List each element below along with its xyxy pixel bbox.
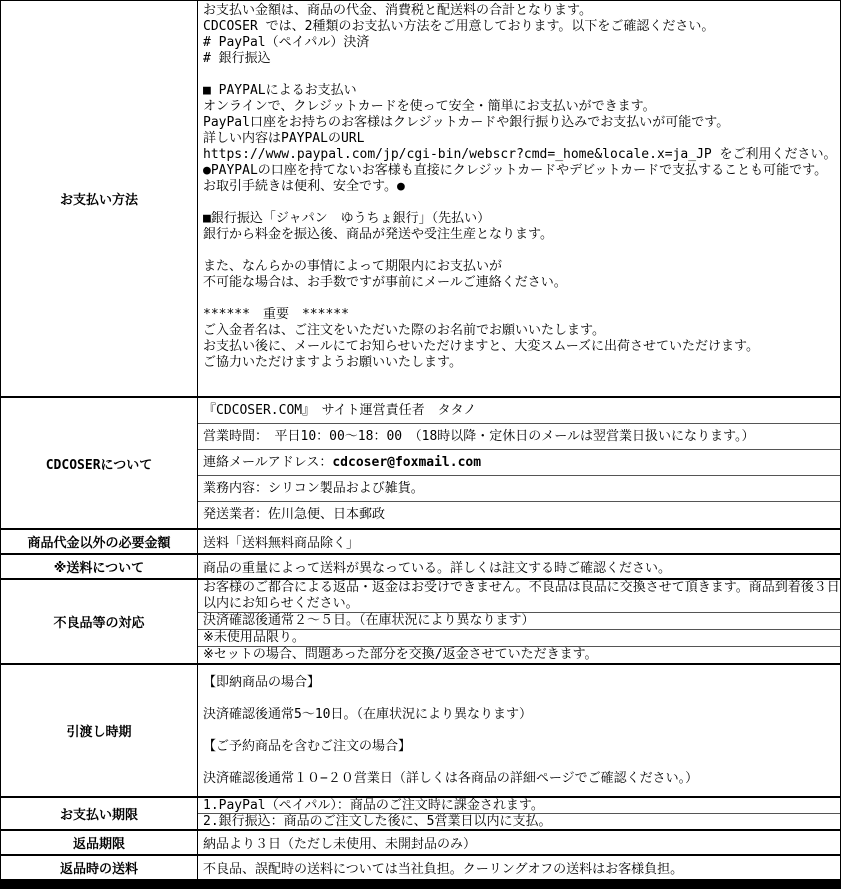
text-line: 詳しい内容はPAYPALのURL (203, 131, 365, 146)
text-line: PayPal口座をお持ちのお客様はクレジットカードや銀行振り込みでお支払いが可能です。 (203, 115, 730, 130)
row-label-shipping-note: ※送料について (1, 555, 198, 578)
payment-deadline-content (198, 798, 840, 829)
text-line (203, 67, 838, 83)
payment-method-content (198, 1, 840, 396)
delivery-time-content (198, 665, 840, 796)
row-label-return-shipping: 返品時の送料 (1, 856, 198, 879)
text-line (203, 691, 838, 707)
return-shipping-content: 不良品、誤配時の送料については当社負担。クーリングオフの送料はお客様負担。 (203, 862, 684, 877)
row-defective-items (1, 580, 840, 665)
text-line: 決済確認後通常２〜５日。（在庫状況により異なります） (198, 613, 840, 630)
text-line (203, 723, 838, 739)
text-line: 決済確認後通常１０−２０営業日（詳しくは各商品の詳細ページでご確認ください。） (203, 771, 699, 786)
row-return-deadline (1, 831, 840, 856)
text-line: ご入金者名は、ご注文をいただいた際のお名前でお願いいたします。 (203, 323, 605, 338)
text-line: ※未使用品限り。 (198, 630, 840, 647)
text-line: ●PAYPALの口座を持てないお客様も直接にクレジットカードやデビットカードで支払することも可能です。 (203, 163, 828, 178)
text-line (203, 755, 838, 771)
text-line: 銀行から料金を振込後、商品が発送や受注生産となります。 (203, 227, 553, 242)
row-delivery-time (1, 665, 840, 798)
about-site-owner: 『CDCOSER.COM』 サイト運営責任者 タタノ (198, 398, 840, 424)
bottom-black-bar (0, 881, 841, 889)
row-extra-fees (1, 530, 840, 555)
text-line: 不可能な場合は、お手数ですが事前にメールご連絡ください。 (203, 275, 567, 290)
email-address: cdcoser@foxmail.com (332, 455, 482, 470)
return-deadline-content: 納品より３日（ただし未使用、未開封品のみ） (203, 837, 477, 852)
defective-items-content (198, 580, 840, 663)
text-line: 【ご予約商品を含むご注文の場合】 (203, 739, 412, 754)
text-line (203, 195, 838, 211)
text-line: CDCOSER では、2種類のお支払い方法をご用意しております。以下をご確認ください。 (203, 19, 715, 34)
row-label-return-deadline: 返品期限 (1, 831, 198, 854)
text-line: 2.銀行振込：商品のご注文した後に、5営業日以内に支払。 (203, 814, 552, 829)
about-shippers: 発送業者：佐川急便、日本郵政 (203, 507, 386, 522)
text-line: また、なんらかの事情によって期限内にお支払いが (203, 259, 503, 274)
text-line: お取引手続きは便利、安全です。● (203, 179, 405, 194)
text-line: ※セットの場合、問題あった部分を交換/返金させていただきます。 (203, 647, 598, 662)
row-label-about: CDCOSERについて (1, 398, 198, 528)
row-label-defective-items: 不良品等の対応 (1, 580, 198, 663)
text-line (203, 291, 838, 307)
text-line: https://www.paypal.com/jp/cgi-bin/webscr?cmd=_home&locale.x=ja_JP をご利用ください。 (203, 147, 837, 162)
text-line: お客様のご都合による返品・返金はお受けできません。不良品は良品に交換させて頂きます。商品到着後３日以内にお知らせください。 (198, 580, 840, 613)
text-line: ■ PAYPALによるお支払い (203, 83, 357, 98)
text-line: ご協力いただけますようお願いいたします。 (203, 355, 462, 370)
row-payment-deadline (1, 798, 840, 831)
text-line: お支払い金額は、商品の代金、消費税と配送料の合計となります。 (203, 3, 592, 18)
about-content (198, 398, 840, 528)
row-return-shipping (1, 856, 840, 881)
text-line: ■銀行振込「ジャパン ゆうちょ銀行」（先払い） (203, 211, 491, 226)
row-payment-method (1, 1, 840, 398)
text-line: お支払い後に、メールにてお知らせいただけますと、大変スムーズに出荷させていただけます。 (203, 339, 760, 354)
text-line: 決済確認後通常5〜10日。（在庫状況により異なります） (203, 707, 532, 722)
row-label-payment-method: お支払い方法 (1, 1, 198, 396)
extra-fees-content: 送料「送料無料商品除く」 (203, 536, 360, 551)
email-label: 連絡メールアドレス： (203, 455, 333, 470)
text-line: ****** 重要 ****** (203, 307, 349, 322)
row-label-delivery-time: 引渡し時期 (1, 665, 198, 796)
text-line: # PayPal（ペイパル）決済 (203, 35, 370, 50)
row-label-extra-fees: 商品代金以外の必要金額 (1, 530, 198, 553)
about-business-scope: 業務内容：シリコン製品および雑貨。 (198, 476, 840, 502)
text-line: 1.PayPal（ペイパル）：商品のご注文時に課金されます。 (198, 798, 840, 814)
text-line: オンラインで、クレジットカードを使って安全・簡単にお支払いができます。 (203, 99, 656, 114)
text-line (203, 243, 838, 259)
about-business-hours: 営業時間： 平日10：00〜18：00 （18時以降・定休日のメールは翌営業日扱いになります。） (198, 424, 840, 450)
row-label-payment-deadline: お支払い期限 (1, 798, 198, 829)
text-line: 【即納商品の場合】 (203, 675, 321, 690)
row-about (1, 398, 840, 530)
text-line: # 銀行振込 (203, 51, 271, 66)
about-contact-email (198, 450, 840, 476)
shipping-note-content: 商品の重量によって送料が異なっている。詳しくは註文する時ご確認ください。 (203, 561, 672, 576)
row-shipping-note (1, 555, 840, 580)
